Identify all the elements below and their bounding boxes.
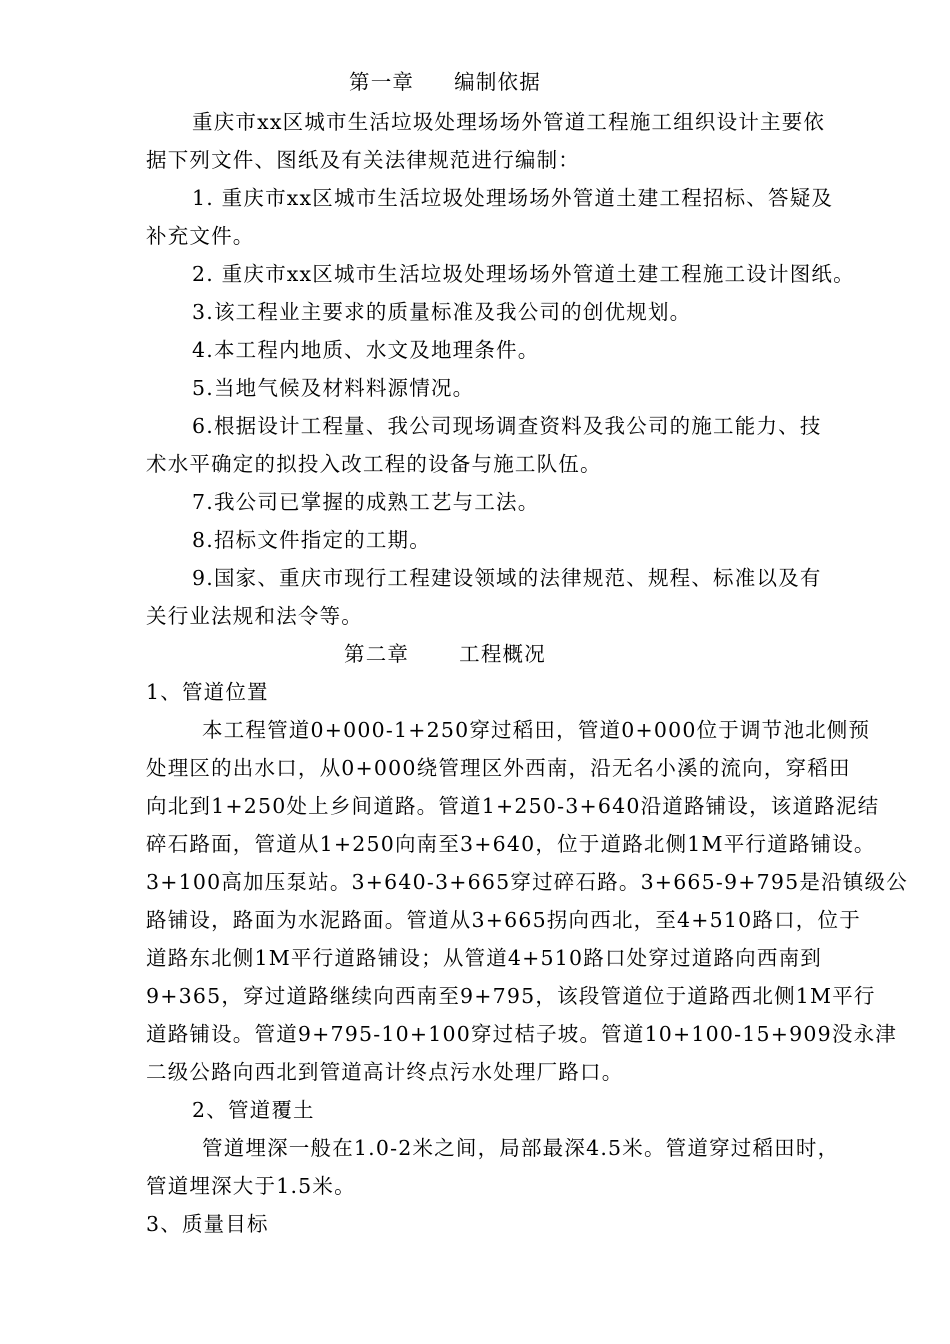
section-1-line: 道路东北侧1M平行道路铺设；从管道4+510路口处穿过道路向西南到 xyxy=(146,946,822,970)
chapter-2-title xyxy=(0,639,890,669)
section-1-line: 碎石路面，管道从1+250向南至3+640，位于道路北侧1M平行道路铺设。 xyxy=(146,832,876,856)
basis-item-6-cont: 术水平确定的拟投入改工程的设备与施工队伍。 xyxy=(146,452,602,476)
basis-item-1: 1. 重庆市xx区城市生活垃圾处理场场外管道土建工程招标、答疑及 xyxy=(192,186,834,210)
section-3-heading: 3、质量目标 xyxy=(146,1212,269,1236)
section-2-line: 管道埋深一般在1.0-2米之间，局部最深4.5米。管道穿过稻田时， xyxy=(202,1136,840,1160)
chapter-1-title xyxy=(0,67,890,97)
basis-item-7: 7.我公司已掌握的成熟工艺与工法。 xyxy=(192,490,540,514)
chapter-1-intro-line: 据下列文件、图纸及有关法律规范进行编制： xyxy=(146,148,580,172)
chapter-2-number: 第二章 xyxy=(344,642,410,666)
section-1-line: 3+100高加压泵站。3+640-3+665穿过碎石路。3+665-9+795是沿镇级公 xyxy=(146,870,908,894)
chapter-1-heading: 编制依据 xyxy=(454,70,541,94)
section-1-line: 9+365，穿过道路继续向西南至9+795，该段管道位于道路西北侧1M平行 xyxy=(146,984,876,1008)
basis-item-9-cont: 关行业法规和法令等。 xyxy=(146,604,363,628)
section-2-line: 管道埋深大于1.5米。 xyxy=(146,1174,356,1198)
section-1-line: 路铺设，路面为水泥路面。管道从3+665拐向西北，至4+510路口，位于 xyxy=(146,908,861,932)
section-1-line: 二级公路向西北到管道高计终点污水处理厂路口。 xyxy=(146,1060,624,1084)
section-1-heading: 1、管道位置 xyxy=(146,680,269,704)
section-1-line: 向北到1+250处上乡间道路。管道1+250-3+640沿道路铺设，该道路泥结 xyxy=(146,794,880,818)
basis-item-8: 8.招标文件指定的工期。 xyxy=(192,528,431,552)
basis-item-9: 9.国家、重庆市现行工程建设领域的法律规范、规程、标准以及有 xyxy=(192,566,822,590)
section-1-line: 本工程管道0+000-1+250穿过稻田，管道0+000位于调节池北侧预 xyxy=(202,718,871,742)
section-1-line: 道路铺设。管道9+795-10+100穿过桔子坡。管道10+100-15+909没永津 xyxy=(146,1022,897,1046)
basis-item-3: 3.该工程业主要求的质量标准及我公司的创优规划。 xyxy=(192,300,692,324)
chapter-2-heading: 工程概况 xyxy=(459,642,546,666)
basis-item-1-cont: 补充文件。 xyxy=(146,224,255,248)
basis-item-6: 6.根据设计工程量、我公司现场调查资料及我公司的施工能力、技 xyxy=(192,414,822,438)
basis-item-5: 5.当地气候及材料料源情况。 xyxy=(192,376,475,400)
chapter-1-number: 第一章 xyxy=(349,70,415,94)
chapter-1-intro-line: 重庆市xx区城市生活垃圾处理场场外管道工程施工组织设计主要依 xyxy=(192,110,826,134)
section-2-heading: 2、管道覆土 xyxy=(192,1098,315,1122)
basis-item-4: 4.本工程内地质、水文及地理条件。 xyxy=(192,338,540,362)
basis-item-2: 2. 重庆市xx区城市生活垃圾处理场场外管道土建工程施工设计图纸。 xyxy=(192,262,855,286)
section-1-line: 处理区的出水口，从0+000绕管理区外西南，沿无名小溪的流向，穿稻田 xyxy=(146,756,851,780)
